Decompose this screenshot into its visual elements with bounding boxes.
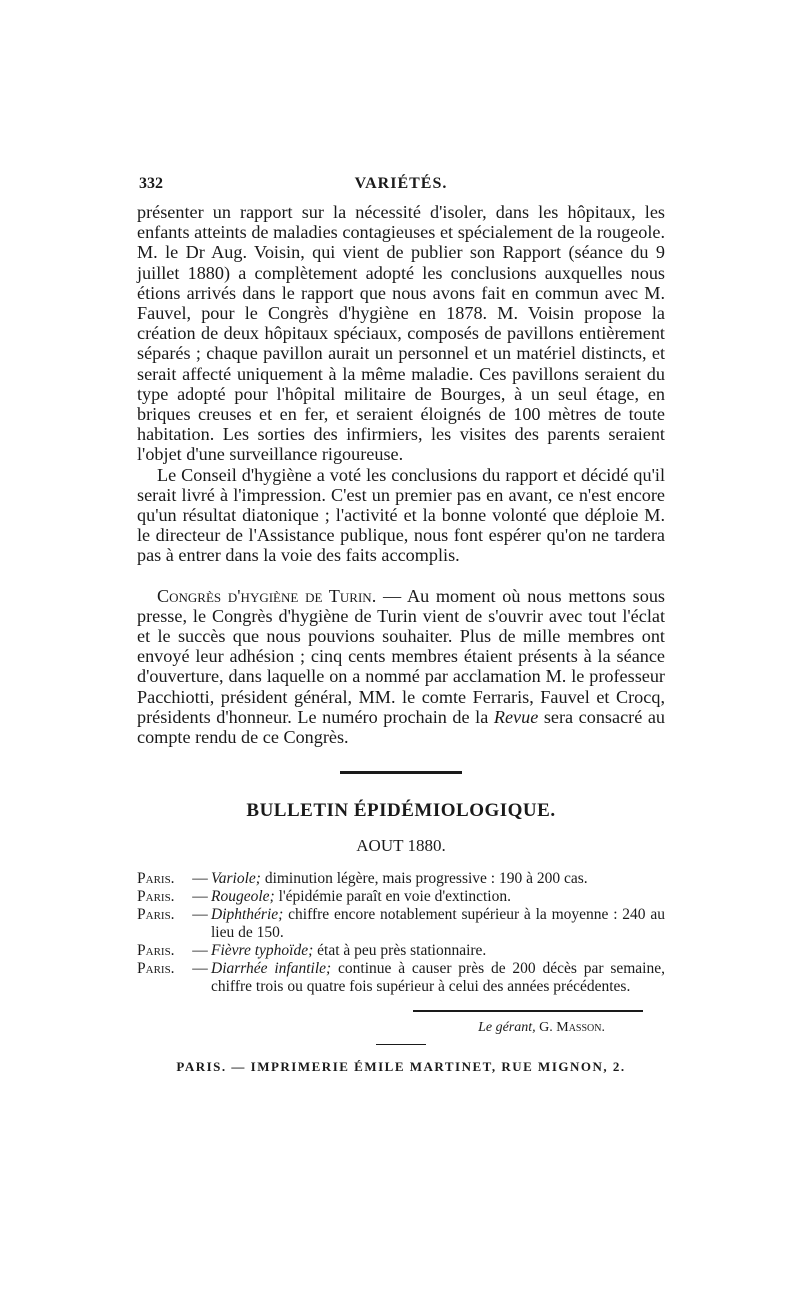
bulletin-month: AOUT 1880. <box>356 836 446 856</box>
page-number: 332 <box>139 175 163 192</box>
entry-dash: — <box>192 960 208 978</box>
entry-disease: Rougeole; <box>211 888 275 906</box>
signature-name: G. Masson. <box>539 1020 605 1036</box>
entry-description: état à peu près stationnaire. <box>313 942 487 960</box>
signature-label: Le gérant, <box>478 1020 536 1036</box>
paragraph-conseil: Le Conseil d'hygiène a voté les conclusions du rapport et décidé qu'il serait livré à l'impression. C'est un premier pas en avant, ce n'est encore qu'un résultat diatonique ; l'activité et la bonne volonté que déploie M. le directeur de l'Assistance publique, nous font espérer qu'on ne tardera pas à entrer dans la voie des faits accomplis. <box>137 464 665 566</box>
bulletin-entries <box>137 870 665 996</box>
entry-dash: — <box>192 870 208 888</box>
entry-disease: Diarrhée infantile; <box>211 960 332 978</box>
imprint-footer: PARIS. — IMPRIMERIE ÉMILE MARTINET, RUE MIGNON, 2. <box>176 1059 626 1075</box>
signature <box>137 1020 665 1036</box>
entry-city: Paris. <box>137 870 175 888</box>
page-header <box>137 172 665 202</box>
list-item <box>137 870 665 888</box>
entry-disease: Diphthérie; <box>211 906 284 924</box>
entry-disease: Variole; <box>211 870 261 888</box>
turin-text: Au moment où nous mettons sous presse, le Congrès d'hygiène de Turin vient de s'ouvrir avec tout l'éclat et le succès que nous pouvions souhaiter. Plus de mille membres ont envoyé leur adhésion ; cinq cents membres étaient présents à la séance d'ouverture, dans laquelle on a nommé par acclamation M. le professeur Pacchiotti, président général, MM. le comte Ferraris, Fauvel et Crocq, présidents d'honneur. Le numéro prochain de la <box>137 585 665 727</box>
entry-description: chiffre encore notablement supérieur à la moyenne : 240 au lieu de 150. <box>211 906 665 942</box>
entry-text <box>211 870 665 888</box>
entry-city: Paris. <box>137 942 175 960</box>
paragraph-isolation: présenter un rapport sur la nécessité d'isoler, dans les hôpitaux, les enfants atteints de maladies contagieuses et spécialement de la rougeole. M. le Dr Aug. Voisin, qui vient de publier son Rapport (séance du 9 juillet 1880) a complètement adopté les conclusions auxquelles nous étions arrivés dans le rapport que nous avons fait en commun avec M. Fauvel, pour le Congrès d'hygiène en 1878. M. Voisin propose la création de deux hôpitaux spéciaux, composés de pavillons entièrement séparés ; chaque pavillon aurait un personnel et un matériel distincts, et serait affecté uniquement à la même maladie. Ces pavillons seraient du type adopté pour l'hôpital militaire de Bourges, à un seul étage, en briques creuses et en fer, et seraient éloignés de 100 mètres de toute habitation. Les sorties des infirmiers, les visites des parents seraient l'objet d'une surveillance rigoureuse. <box>137 202 665 465</box>
revue-title: Revue <box>493 706 539 727</box>
entry-text <box>211 942 665 960</box>
list-item <box>137 888 665 906</box>
entry-text <box>211 906 665 942</box>
page <box>137 172 665 1075</box>
bulletin-title: BULLETIN ÉPIDÉMIOLOGIQUE. <box>246 800 556 822</box>
list-item <box>137 960 665 996</box>
entry-description: diminution légère, mais progressive : 190 à 200 cas. <box>260 870 588 888</box>
entry-city: Paris. <box>137 888 175 906</box>
entry-city: Paris. <box>137 960 175 978</box>
running-title: VARIÉTÉS. <box>354 175 448 192</box>
entry-description: l'épidémie paraît en voie d'extinction. <box>274 888 511 906</box>
entry-dash: — <box>192 942 208 960</box>
entry-dash: — <box>192 906 208 924</box>
list-item <box>137 942 665 960</box>
entry-dash: — <box>192 888 208 906</box>
entry-description: continue à causer près de 200 décès par semaine, chiffre trois ou quatre fois supérieur à celui des années précédentes. <box>211 960 665 996</box>
section-heading-turin: Congrès d'hygiène de Turin. <box>157 585 377 606</box>
entry-city: Paris. <box>137 906 175 924</box>
heading-dash: — <box>376 585 407 606</box>
paragraph-congres-turin <box>137 586 665 748</box>
list-item <box>137 906 665 942</box>
entry-text <box>211 888 665 906</box>
turin-text-end: sera consacré au compte rendu de ce Congrès. <box>137 706 666 748</box>
entry-disease: Fièvre typhoïde; <box>211 942 314 960</box>
entry-text <box>211 960 665 996</box>
